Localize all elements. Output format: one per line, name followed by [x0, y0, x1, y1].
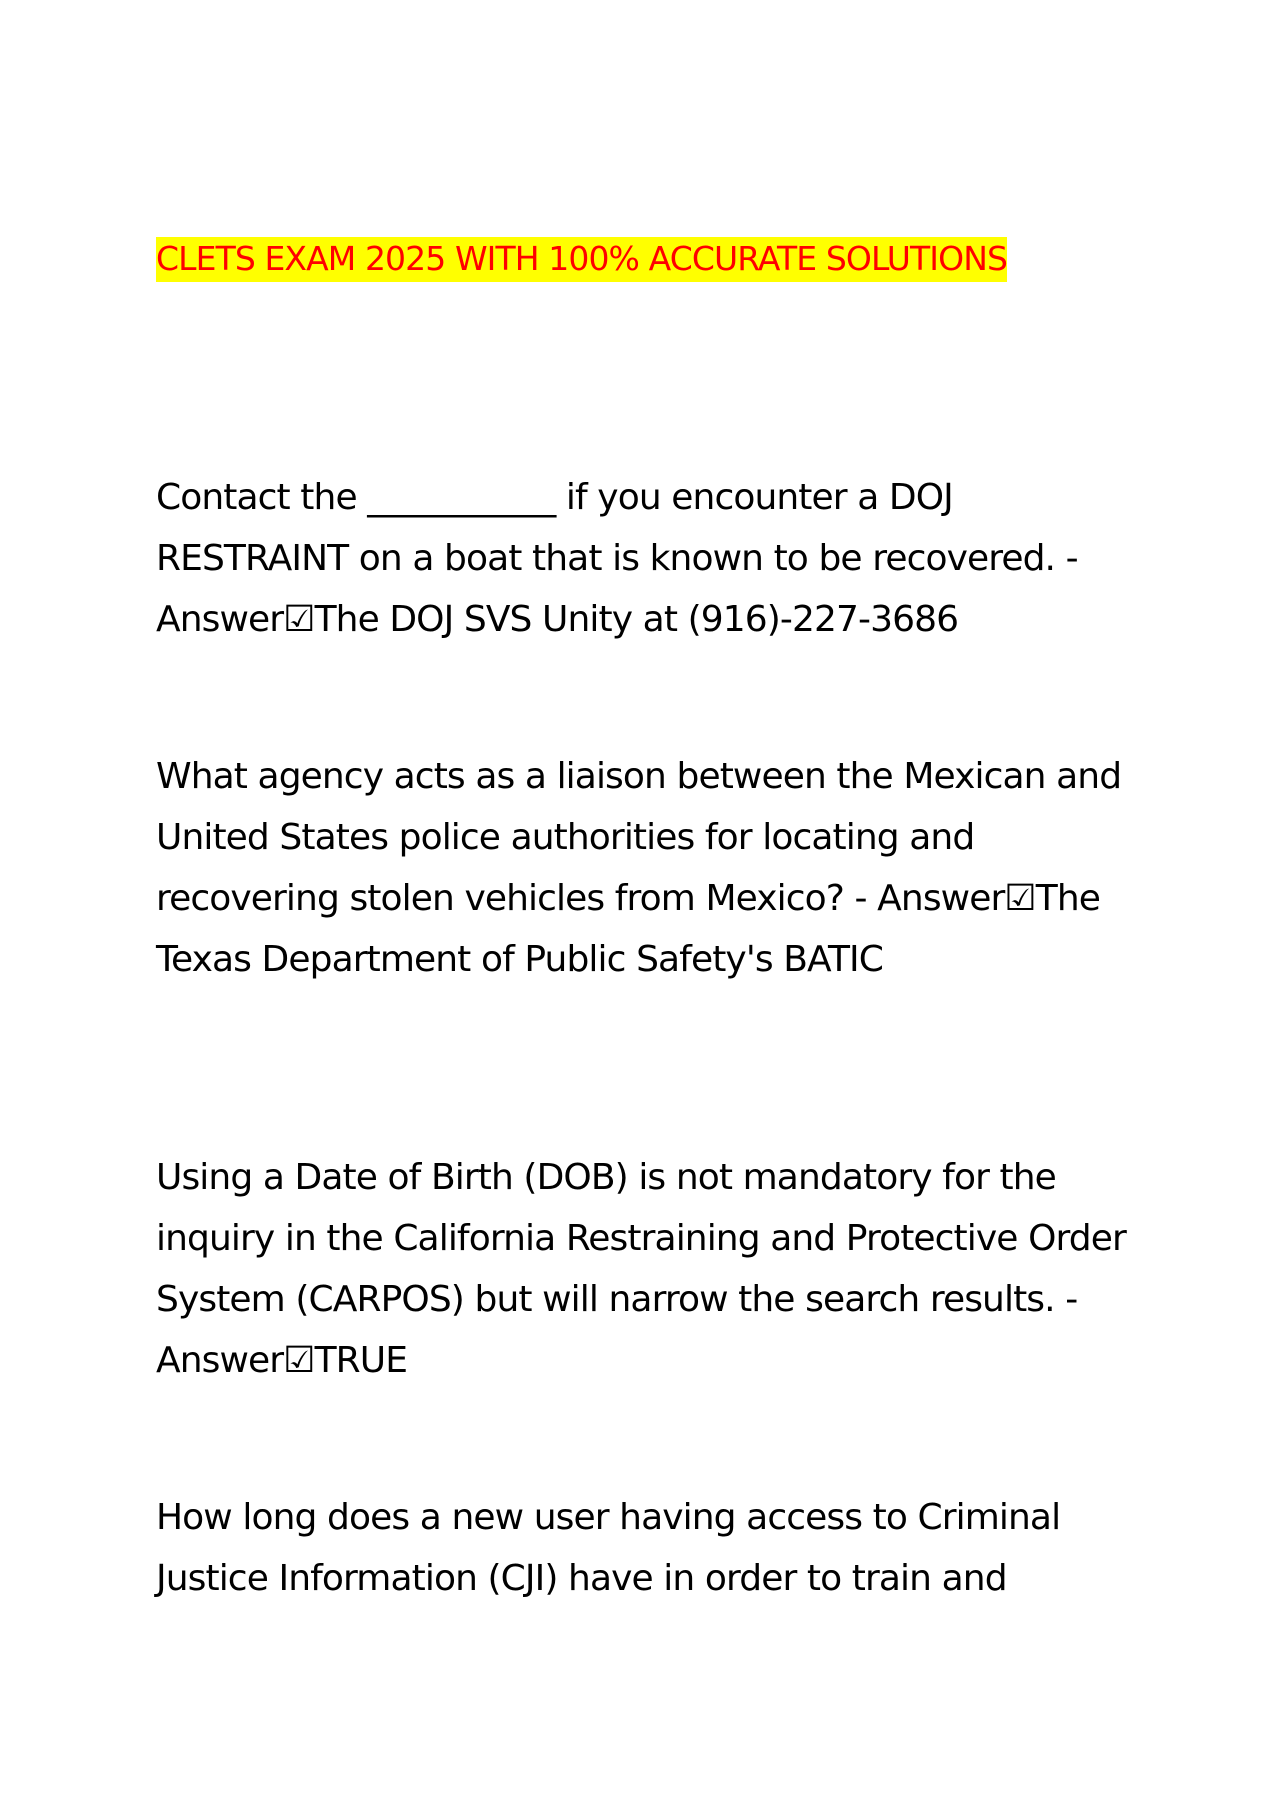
- qa-entry-carpos-dob: [156, 1147, 1146, 1391]
- qa-text: What agency acts as a liaison between the Mexican and United States police authorities for locating and recovering stolen vehicles from Mexico? - Answer☑The Texas Department of Public Safety's BATIC: [156, 756, 1122, 980]
- qa-entry-cji-training: [156, 1487, 1146, 1609]
- qa-entry-doj-restraint: [156, 467, 1146, 650]
- qa-entry-mexico-liaison: [156, 746, 1146, 990]
- qa-text: Using a Date of Birth (DOB) is not mandatory for the inquiry in the California Restraining and Protective Order System (CARPOS) but will narrow the search results. - Answer☑TRUE: [156, 1157, 1126, 1381]
- qa-text: Contact the ___________ if you encounter a DOJ RESTRAINT on a boat that is known to be recovered. - Answer☑The DOJ SVS Unity at (916)-227-3686: [156, 477, 1078, 640]
- title-highlight: CLETS EXAM 2025 WITH 100% ACCURATE SOLUTIONS: [156, 237, 1007, 282]
- qa-text: How long does a new user having access to Criminal Justice Information (CJI) have in order to train and: [156, 1497, 1061, 1599]
- document-title: [156, 232, 1007, 286]
